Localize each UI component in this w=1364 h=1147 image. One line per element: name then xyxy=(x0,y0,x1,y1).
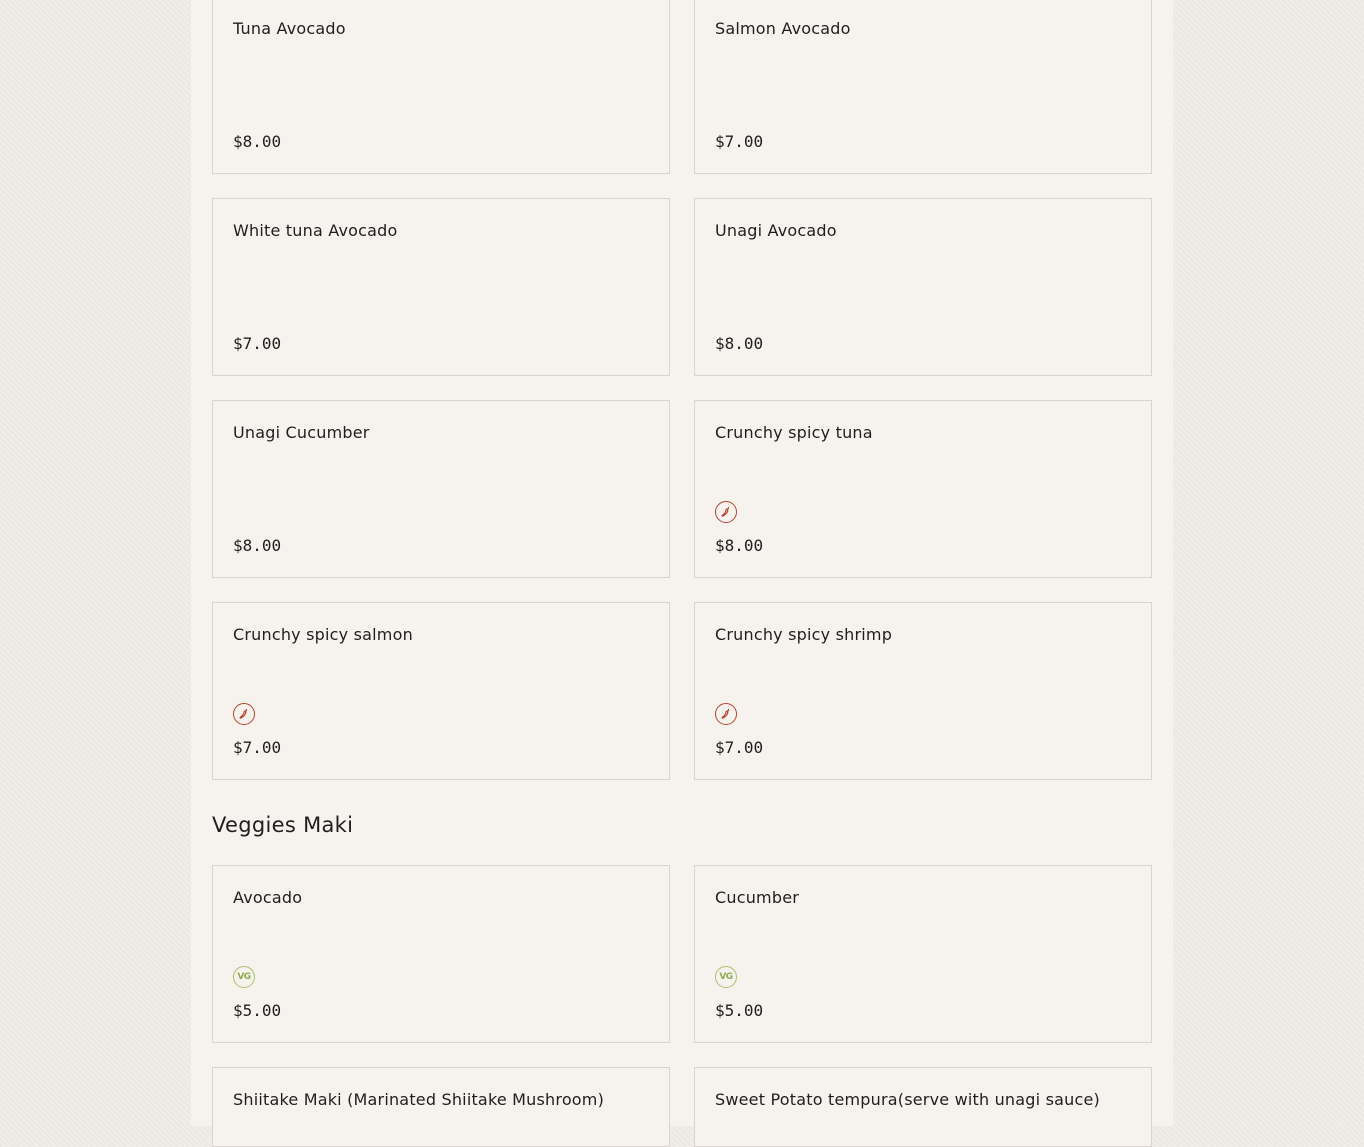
menu-item-name: Avocado xyxy=(233,888,303,907)
menu-item-card[interactable] xyxy=(694,602,1152,780)
spicy-pepper-icon-glyph xyxy=(720,506,732,518)
menu-item-name: Crunchy spicy salmon xyxy=(233,625,413,644)
menu-item-card[interactable] xyxy=(694,0,1152,174)
menu-item-card[interactable] xyxy=(212,400,670,578)
menu-item-card[interactable] xyxy=(694,865,1152,1043)
menu-item-price: $7.00 xyxy=(233,738,282,757)
menu-item-card[interactable] xyxy=(694,198,1152,376)
menu-panel xyxy=(191,0,1173,1126)
spicy-pepper-icon xyxy=(715,501,737,523)
spicy-pepper-icon xyxy=(715,703,737,725)
menu-item-price: $8.00 xyxy=(233,536,282,555)
menu-item-card[interactable] xyxy=(694,1067,1152,1147)
menu-item-name: White tuna Avocado xyxy=(233,221,398,240)
menu-item-card[interactable] xyxy=(212,602,670,780)
menu-item-price: $7.00 xyxy=(715,738,764,757)
menu-item-card[interactable] xyxy=(212,198,670,376)
menu-item-price: $8.00 xyxy=(233,132,282,151)
menu-item-price: $8.00 xyxy=(715,536,764,555)
section-title-veggies-maki: Veggies Maki xyxy=(212,813,354,837)
menu-item-name: Salmon Avocado xyxy=(715,19,851,38)
menu-grid xyxy=(212,0,1152,780)
veggies-grid xyxy=(212,865,1152,1147)
spicy-pepper-icon-glyph xyxy=(238,708,250,720)
menu-item-name: Cucumber xyxy=(715,888,800,907)
menu-item-name: Sweet Potato tempura(serve with unagi sauce) xyxy=(715,1090,1100,1109)
menu-item-card[interactable] xyxy=(212,0,670,174)
menu-item-card[interactable] xyxy=(694,400,1152,578)
menu-item-name: Crunchy spicy shrimp xyxy=(715,625,893,644)
menu-item-card[interactable] xyxy=(212,1067,670,1147)
vegan-icon: VG xyxy=(715,966,737,988)
menu-item-name: Unagi Cucumber xyxy=(233,423,370,442)
menu-item-price: $7.00 xyxy=(233,334,282,353)
menu-item-price: $5.00 xyxy=(233,1001,282,1020)
spicy-pepper-icon xyxy=(233,703,255,725)
menu-item-price: $5.00 xyxy=(715,1001,764,1020)
menu-item-name: Tuna Avocado xyxy=(233,19,346,38)
menu-item-name: Crunchy spicy tuna xyxy=(715,423,873,442)
menu-item-card[interactable] xyxy=(212,865,670,1043)
menu-item-name: Shiitake Maki (Marinated Shiitake Mushroom) xyxy=(233,1090,605,1109)
vegan-icon: VG xyxy=(233,966,255,988)
menu-item-price: $7.00 xyxy=(715,132,764,151)
menu-item-name: Unagi Avocado xyxy=(715,221,837,240)
spicy-pepper-icon-glyph xyxy=(720,708,732,720)
menu-item-price: $8.00 xyxy=(715,334,764,353)
